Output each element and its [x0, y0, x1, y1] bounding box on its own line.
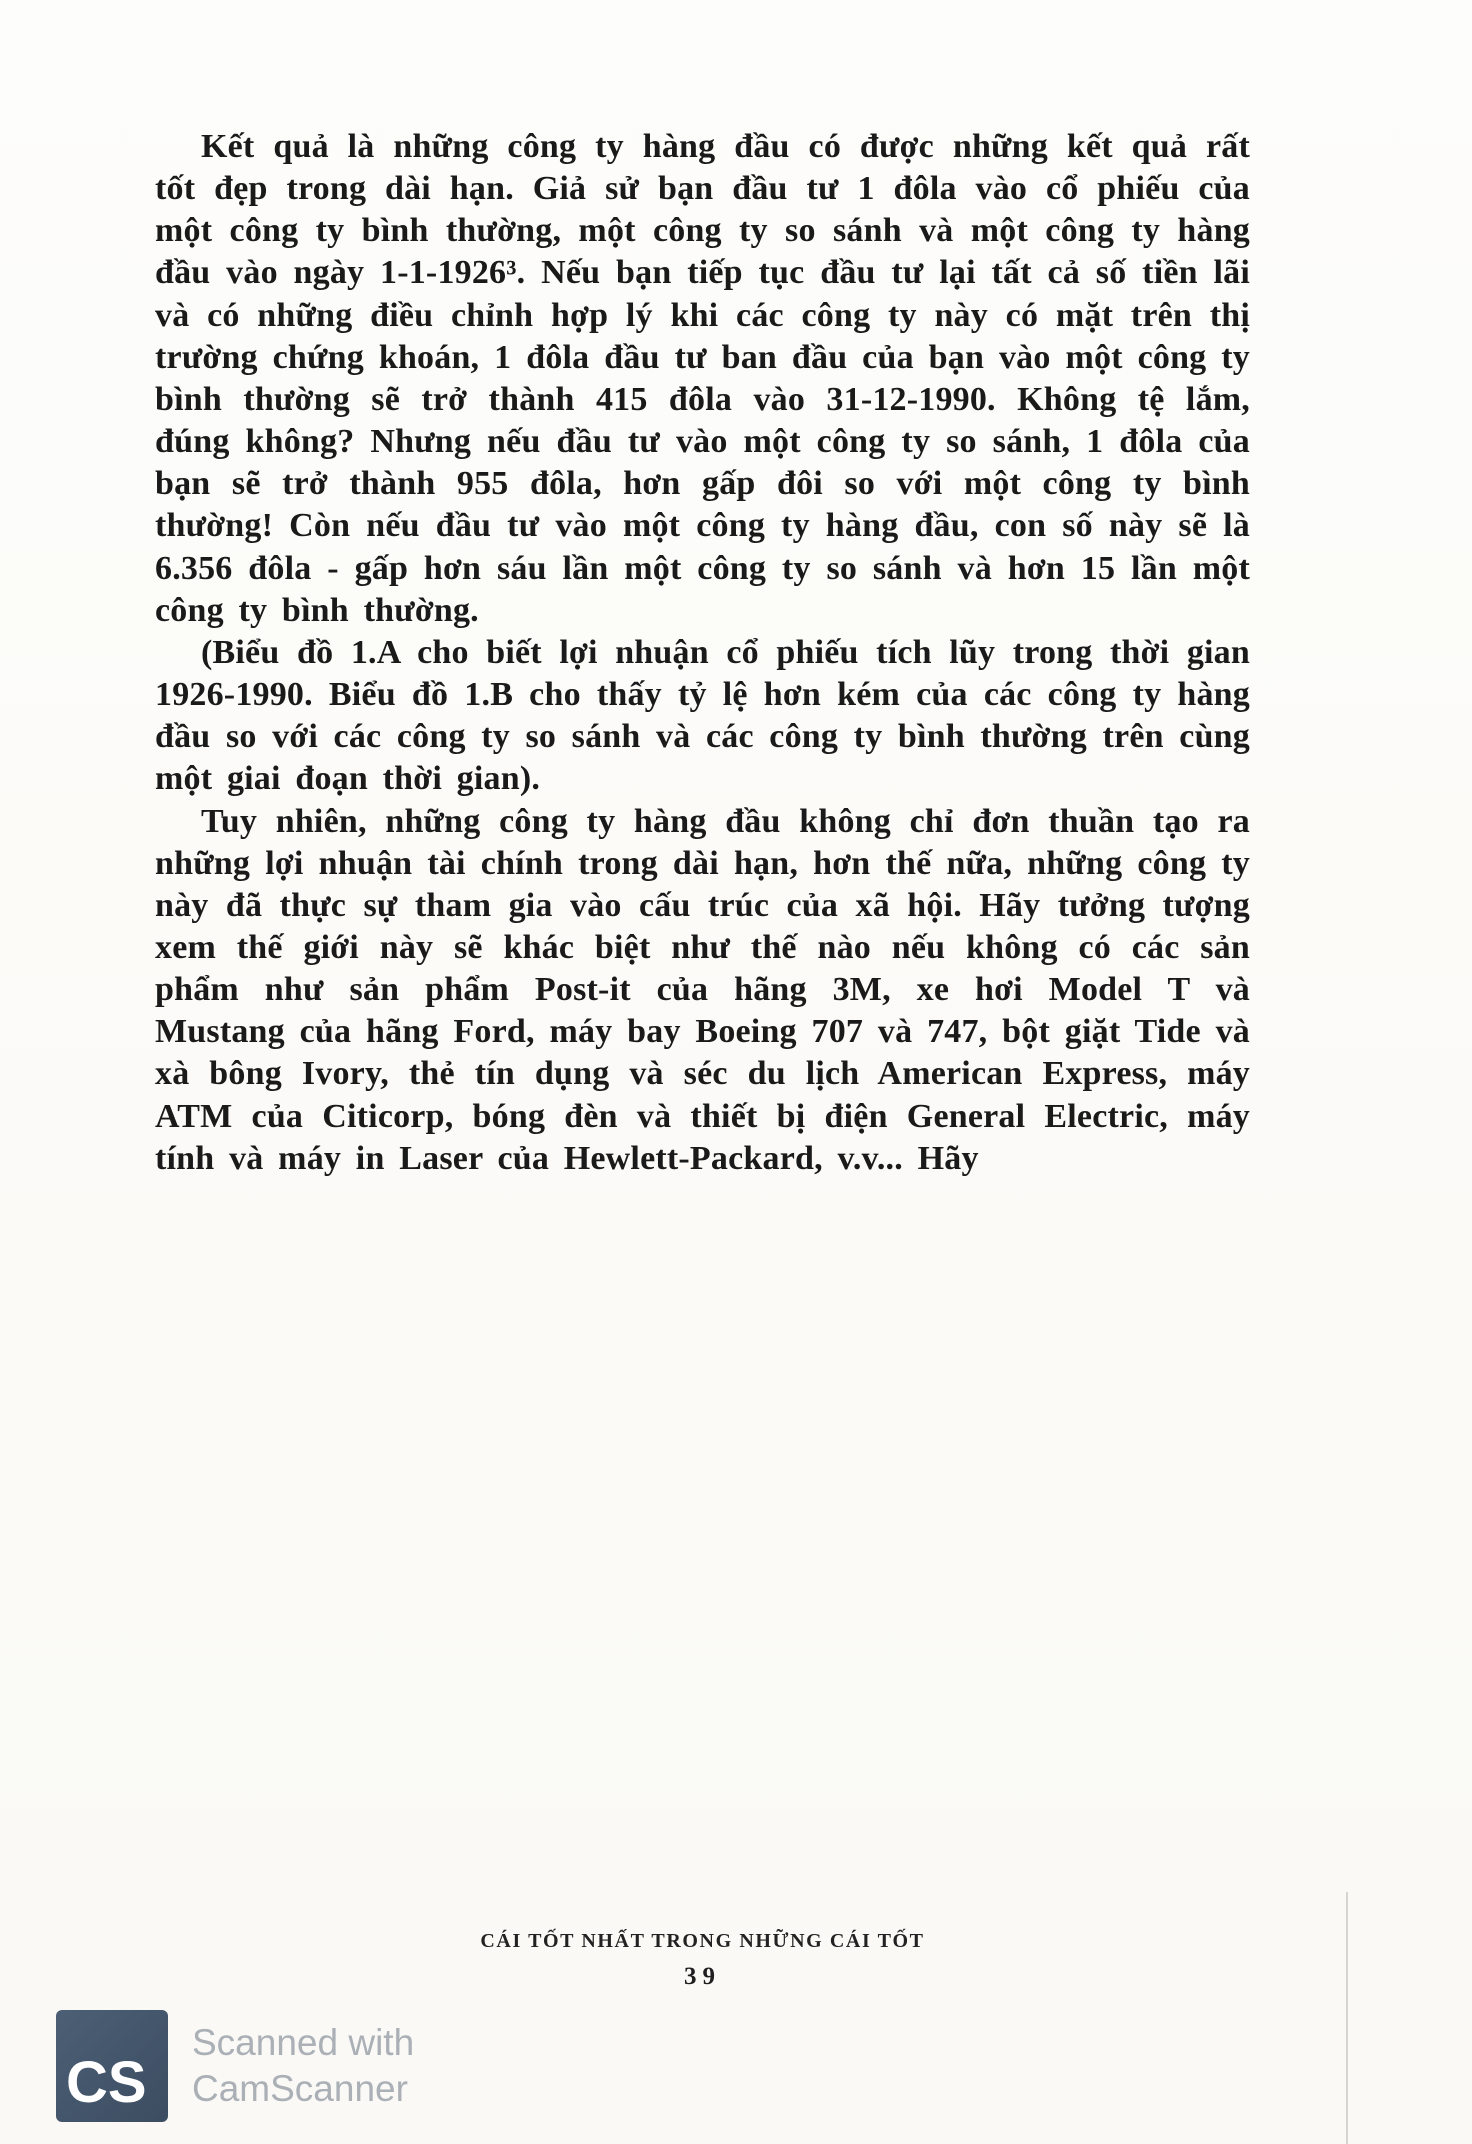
paragraph-company-products: Tuy nhiên, những công ty hàng đầu không chỉ đơn thuần tạo ra những lợi nhuận tài chính trong dài hạn, hơn thế nữa, những công ty này đã thực sự tham gia vào cấu trúc của xã hội. Hãy tưởng tượng xem thế giới này sẽ khác biệt như thế nào nếu không có các sản phẩm như sản phẩm Post-it của hãng 3M, xe hơi Model T và Mustang của hãng Ford, máy bay Boeing 707 và 747, bột giặt Tide và xà bông Ivory, thẻ tín dụng và séc du lịch American Express, máy ATM của Citicorp, bóng đèn và thiết bị điện General Electric, máy tính và máy in Laser của Hewlett-Packard, v.v... Hãy [155, 802, 1250, 1177]
camscanner-caption-line2: CamScanner [192, 2068, 408, 2109]
paragraph-chart-reference: (Biểu đồ 1.A cho biết lợi nhuận cổ phiếu tích lũy trong thời gian 1926-1990. Biểu đồ 1.B cho thấy tỷ lệ hơn kém của các công ty hàng đầu so với các công ty so sánh và các công ty bình thường trên cùng một giai đoạn thời gian). [155, 633, 1250, 798]
camscanner-logo-icon: CS [56, 2010, 168, 2122]
camscanner-watermark [56, 2010, 414, 2122]
paragraph-investment-returns: Kết quả là những công ty hàng đầu có được những kết quả rất tốt đẹp trong dài hạn. Giả sử bạn đầu tư 1 đôla vào cổ phiếu của một công ty bình thường, một công ty so sánh và một công ty hàng đầu vào ngày 1-1-1926³. Nếu bạn tiếp tục đầu tư lại tất cả số tiền lãi và có những điều chỉnh hợp lý khi các công ty này có mặt trên thị trường chứng khoán, 1 đôla đầu tư ban đầu của bạn vào một công ty bình thường sẽ trở thành 415 đôla vào 31-12-1990. Không tệ lắm, đúng không? Nhưng nếu đầu tư vào một công ty so sánh, 1 đôla của bạn sẽ trở thành 955 đôla, hơn gấp đôi so với một công ty bình thường! Còn nếu đầu tư vào một công ty hàng đầu, con số này sẽ là 6.356 đôla - gấp hơn sáu lần một công ty so sánh và hơn 15 lần một công ty bình thường. [155, 128, 1250, 629]
body-text-block [155, 126, 1250, 1180]
scan-artifact-line [1346, 1892, 1348, 2144]
camscanner-caption-line1: Scanned with [192, 2021, 415, 2063]
page-number: 39 [684, 1963, 721, 1990]
footer-running-title: CÁI TỐT NHẤT TRONG NHỮNG CÁI TỐT [480, 1930, 925, 1952]
page-footer [155, 1930, 1250, 1991]
camscanner-caption [192, 2020, 414, 2113]
